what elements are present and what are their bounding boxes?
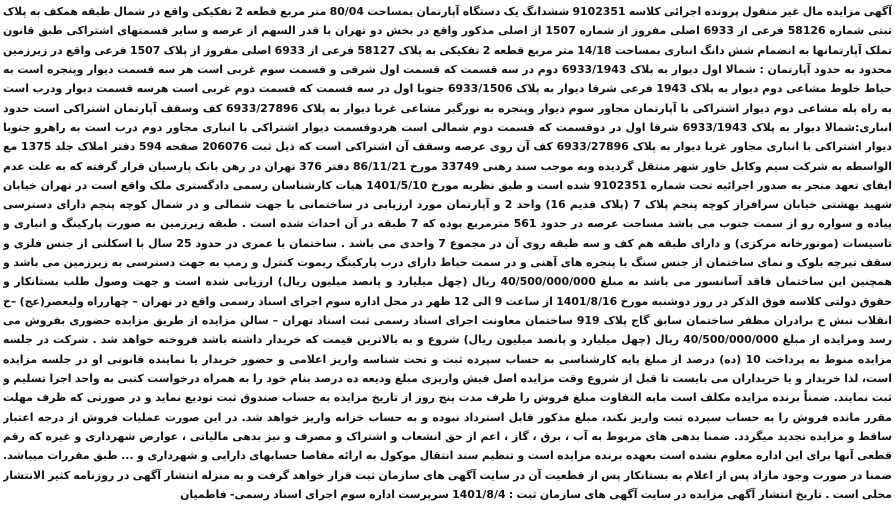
notice-body-text: آگهی مزایده مال غیر منقول پرونده اجرائی کلاسه 9102351 ششدانگ یک دستگاه آپارتمان بمساحت 80/04 متر مربع قطعه 2 تفکیکی واقع در شمال طبقه همکف به پلاک ثبتی شماره 58126 فرعی از 6933 اصلی مفروز از شماره 1507 از اصلی مذکور واقع در بخش دو تهران با قدر السهم از عرصه و سایر قسمتهای اشتراکی طبق قانون تملک آپارتمانها به انضمام شش دانگ انباری بمساحت 14/18 متر مربع قطعه 2 تفکیکی به پلاک 58127 فرعی از 6933 اصلی مفروز از پلاک 1507 فرعی واقع در زیرزمین محدود به حدود آپارتمان : شمالا اول دیوار به پلاک 6933/1943 دوم در سه قسمت که قسمت اول شرقی و قسمت سوم غربی است هر سه قسمت دیوار وپنجره است به حیاط خلوط مشاعی دوم دیوار به پلاک 1943 فرعی شرقا دیوار به پلاک 6933/1506 جنوبا اول در سه قسمت که قسمت دوم غربی است هرسه قسمت دیوار ودرب است به راه پله مشاعی دوم دیوار اشتراکی با آپارتمان مجاور سوم دیوار وپنجره به نورگیر مشاعی غربا دیوار به پلاک 6933/27896 کف وسقف آپارتمان اشتراکی است حدود انباری:شمالا دیوار به پلاک 6933/1943 شرقا اول در دوقسمت که قسمت دوم شمالی است هردوقسمت دیوار اشتراکی با انباری مجاور دوم درب است به راهرو جنوبا دیوار اشتراکی با انباری مجاور غربا دیوار به پلاک 6933/27896 کف آن روی عرصه وسقف آن اشتراکی است که ذیل ثبت 206076 صفحه 594 دفتر املاک جلد 1375 مع الواسطه به شرکت سیم وکابل خاور شهر منتقل گردیده وبه موجب سند رهنی 33749 مورخ 86/11/21 دفتر 376 تهران در رهن بانک پارسیان قرار گرفته که به علت عدم ایفای تعهد منجر به صدور اجرائیه تحت شماره 9102351 شده است و طبق نظریه مورخ 1401/5/10 هیات کارشناسان رسمی دادگستری ملک واقع است در تهران خیابان شهید بهشتی خیابان سرافراز کوچه پنجم پلاک 7 (پلاک قدیم 16) واحد 2 و آپارتمان مورد ارزیابی در ساختمانی با جهت شمالی و در شمال کوچه پنجم دارای دسترسی پیاده و سواره رو از سمت جنوب می باشد مساحت عرصه در حدود 561 مترمربع بوده که 7 طبقه در آن احداث شده است . طبقه زیرزمین به صورت پارکینگ و انباری و تاسیسات (موتورخانه مرکزی) و دارای طبقه هم کف و سه طبقه روی آن در مجموع 7 واحدی می باشد . ساختمان با عمری در حدود 25 سال با اسکلتی از جنس فلزی و سقف تیرچه بلوک و نمای ساختمان از جنس سنگ با پنجره های آهنی و در سمت حیاط دارای درب پارکینگ ریموت کنترل و رمپ به جهت دسترسی به زیرزمین می باشد و همچنین این ساختمان فاقد آسانسور می باشد به مبلغ 40/500/000/000 ریال (چهل میلیارد و پانصد میلیون ریال) ارزیابی شده است و جهت وصول طلب بستانکار و حقوق دولتی کلاسه فوق الذکر در روز دوشنبه مورخ 1401/8/16 از ساعت 9 الی 12 ظهر در محل اداره سوم اجرای اسناد رسمی واقع در تهران – چهارراه ولیعصر(عج) –خ انقلاب نبش خ برادران مظفر ساختمان سابق گاج پلاک 919 ساختمان معاونت اجرای اسناد رسمی ثبت اسناد تهران – سالن مزایده از طریق مزایده حضوری بفروش می رسد ومزایده از مبلغ 40/500/000/000 ریال (چهل میلیارد و پانصد میلیون ریال) شروع و به بالاترین قیمت که خریدار داشته باشد فروخته خواهد شد . شرکت در جلسه مزایده منوط به پرداخت 10 (ده) درصد از مبلغ پایه کارشناسی به حساب سپرده ثبت و تحت شناسه واریز اعلامی و حضور خریدار یا نماینده قانونی او در جلسه مزایده است، لذا خریدار و یا خریداران می بایست تا قبل از شروع وقت مزایده اصل فیش واریزی مبلغ ودیعه ده درصد بنام خود را به همراه درخواست کتبی به واحد اجرا تسلیم و ثبت نمایند. ضمناً برنده مزایده مکلف است مابه التفاوت مبلغ فروش را ظرف مدت پنج روز از تاریخ مزایده به حساب صندوق ثبت تودیع نماید و در صورتی که ظرف مهلت مقرر مانده فروش را به حساب سپرده ثبت واریز نکند، مبلغ مذکور قابل استرداد نبوده و به حساب خزانه واریز خواهد شد. در این صورت عملیات فروش از درجه اعتبار ساقط و مزایده تجدید میگردد. ضمنا بدهی های مربوط به آب ، برق ، گاز ، اعم از حق انشعاب و اشتراک و مصرف و نیز بدهی مالیاتی ، عوارض شهرداری و غیره که رقم قطعی آنها برای این اداره معلوم نشده است بعهده برنده مزایده است و تنظیم سند انتقال موکول به ارائه مفاصا حسابهای دارایی و شهرداری و ... طبق مقررات میباشد. ضمنا در صورت وجود مازاد پس از اعلام به بستانکار پس از قطعیت آن در سایت آگهی های سازمان ثبت قرار خواهد گرفت و به منزله انتشار آگهی در روزنامه کثیر الانتشار محلی است . تاریخ انتشار آگهی مزایده در سایت آگهی های سازمان ثبت : 1401/8/4 سرپرست اداره سوم اجرای اسناد رسمی- فاطمیان: [3, 5, 892, 501]
auction-notice: [3, 2, 892, 509]
